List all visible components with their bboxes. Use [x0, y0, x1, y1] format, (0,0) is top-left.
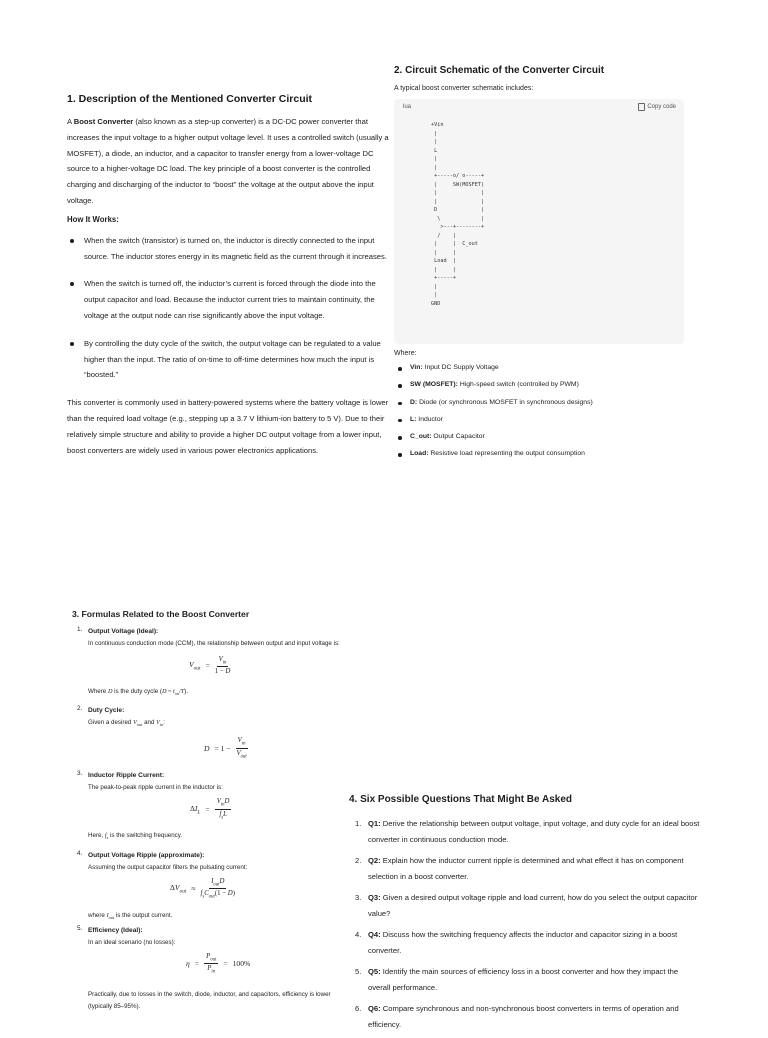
- formula-item: 2. Duty Cycle: Given a desired $V_{out}$ and $V_{in}$: D = 1 − $\frac{V_{in}}{V_{out}}$: [88, 705, 352, 767]
- how-it-works-list: [84, 233, 389, 383]
- formula-note: Practically, due to losses in the switch, diode, inductor, and capacitors, efficiency is lower (typically 85–95%).: [88, 990, 331, 1010]
- formula-list: [72, 626, 352, 1013]
- schematic-code: +Vin | | L | | +-----o/ o-----+ | SW(MOSFET) | | | | D | \ | >---+--------+ / | | | C_out | | Load | | | +-----+ | | GND: [431, 122, 485, 307]
- copy-code-button[interactable]: [638, 103, 676, 111]
- question-item: 4. Q4: Discuss how the switching frequency affects the inductor and capacitor sizing in a boost converter.: [355, 930, 678, 955]
- question-item: 1. Q1: Derive the relationship between output voltage, input voltage, and duty cycle for an ideal boost converter in continuous conduction mode.: [355, 819, 700, 844]
- formula-item: 5. Efficiency (Ideal): In an ideal scenario (no losses): η = $\frac{P_{out}}{P_{in}}$ = 100% Practically, due to losses in the switch, diode, inductor, and capacitors, efficiency is lower (typically 85–95%).: [88, 925, 352, 1013]
- formula-item: 3. Inductor Ripple Current: The peak-to-peak ripple current in the inductor is: $\Delta I_L$ = $\frac{V_{in}D}{f_sL}$ Here, $f_s$ is the switching frequency.: [88, 770, 352, 844]
- list-item: By controlling the duty cycle of the switch, the output voltage can be regulated to a value higher than the input. The ratio of on-time to off-time determines how much the input is “boosted.”: [84, 336, 389, 383]
- code-block: [394, 99, 684, 344]
- formula-desc: The peak-to-peak ripple current in the inductor is:: [88, 784, 223, 792]
- formula-item: 4. Output Voltage Ripple (approximate): Assuming the output capacitor filters the pulsating current: $\Delta V_{out}$ ≈ $\frac{I_{out}D}{f_sC_{out}(1 - D)}$ where $I_{out}$ is the output current.: [88, 850, 352, 924]
- equation-duty-cycle: D = 1 − $\frac{V_{in}}{V_{out}}$: [204, 737, 247, 760]
- code-language-label: lua: [403, 104, 412, 110]
- section-schematic: [394, 65, 694, 467]
- where-label: Where:: [394, 350, 417, 357]
- component-list: [410, 363, 694, 459]
- section-4-heading: 4. Six Possible Questions That Might Be Asked: [349, 794, 573, 805]
- section-description: [67, 93, 389, 458]
- formula-title: Inductor Ripple Current:: [88, 772, 165, 780]
- formula-note: Here, $f_s$ is the switching frequency.: [88, 832, 183, 841]
- intro-term: Boost Converter: [73, 117, 134, 126]
- list-item: SW (MOSFET): High-speed switch (controlled by PWM): [410, 380, 694, 390]
- question-list: [355, 816, 701, 1033]
- equation-voltage-ripple: $\Delta V_{out}$ ≈ $\frac{I_{out}D}{f_sC_{out}(1 - D)}$: [170, 877, 235, 900]
- section-1-heading: 1. Description of the Mentioned Converter Circuit: [67, 93, 313, 105]
- list-item: C_out: Output Capacitor: [410, 432, 694, 442]
- how-it-works-heading: How It Works:: [67, 214, 119, 224]
- question-item: 5. Q5: Identify the main sources of efficiency loss in a boost converter and how they impact the overall performance.: [355, 967, 679, 992]
- formula-desc: In an ideal scenario (no losses):: [88, 938, 176, 946]
- section-1-closing: This converter is commonly used in battery-powered systems where the battery voltage is lower than the required load voltage (e.g., stepping up a 3.7 V lithium-ion battery to 5 V). Due to their relatively simple structure and ability to provide a higher DC output voltage from a lower input, boost converters are widely used in various power electronics applications.: [67, 398, 389, 455]
- formula-title: Efficiency (Ideal):: [88, 926, 143, 934]
- section-1-intro: A Boost Converter (also known as a step-up converter) is a DC-DC power converter that increases the input voltage to a higher output voltage level. It uses a controlled switch (usually a MOSFET), a diode, an inductor, and a capacitor to transfer energy from a lower-voltage DC source to a higher-voltage DC load. The key principle of a boost converter is the controlled charging and discharging of the inductor to “boost” the voltage at the output above the input voltage.: [67, 117, 389, 205]
- equation-output-voltage: $V_{out}$ = $\frac{V_{in}}{1 - D}$: [189, 656, 231, 676]
- formula-desc: Assuming the output capacitor filters the pulsating current:: [88, 863, 248, 871]
- section-formulas: [72, 609, 352, 1013]
- formula-title: Duty Cycle:: [88, 707, 125, 715]
- formula-item: 1. Output Voltage (Ideal): In continuous conduction mode (CCM), the relationship between output and input voltage is: $V_{out}$ = $\frac{V_{in}}{1 - D}$ Where D is the duty cycle $(D = t_{on}/T)$.: [88, 626, 352, 700]
- list-item: L: Inductor: [410, 415, 694, 425]
- list-item: When the switch is turned off, the inductor’s current is forced through the diode into the output capacitor and load. Because the inductor current tries to maintain continuity, the voltage at the output node can rise significantly above the input voltage.: [84, 276, 389, 323]
- copy-code-label: Copy code: [647, 104, 676, 110]
- formula-desc: Given a desired $V_{out}$ and $V_{in}$:: [88, 719, 166, 728]
- list-item: When the switch (transistor) is turned on, the inductor is directly connected to the input source. The inductor stores energy in its magnetic field as the current through it increases.: [84, 233, 389, 265]
- copy-icon: [638, 103, 645, 111]
- formula-desc: In continuous conduction mode (CCM), the relationship between output and input voltage is:: [88, 640, 340, 647]
- formula-title: Output Voltage Ripple (approximate):: [88, 851, 205, 859]
- formula-note: Where D is the duty cycle $(D = t_{on}/T)$.: [88, 688, 189, 697]
- section-2-heading: 2. Circuit Schematic of the Converter Circuit: [394, 65, 605, 76]
- section-3-heading: 3. Formulas Related to the Boost Converter: [72, 609, 250, 619]
- list-item: Vin: Input DC Supply Voltage: [410, 363, 694, 373]
- question-item: 3. Q3: Given a desired output voltage ripple and load current, how do you select the output capacitor value?: [355, 893, 698, 918]
- question-item: 6. Q6: Compare synchronous and non-synchronous boost converters in terms of operation and efficiency.: [355, 1004, 679, 1029]
- schematic-intro: A typical boost converter schematic includes:: [394, 85, 534, 92]
- section-questions: [349, 794, 701, 1038]
- formula-note: where $I_{out}$ is the output current.: [88, 911, 173, 920]
- equation-ripple-current: $\Delta I_L$ = $\frac{V_{in}D}{f_sL}$: [190, 798, 230, 821]
- question-item: 2. Q2: Explain how the inductor current ripple is determined and what effect it has on component selection in a boost converter.: [355, 856, 684, 881]
- formula-title: Output Voltage (Ideal):: [88, 628, 159, 635]
- equation-efficiency: η = $\frac{P_{out}}{P_{in}}$ = 100%: [186, 952, 251, 975]
- list-item: D: Diode (or synchronous MOSFET in synchronous designs): [410, 398, 694, 408]
- list-item: Load: Resistive load representing the output consumption: [410, 449, 694, 459]
